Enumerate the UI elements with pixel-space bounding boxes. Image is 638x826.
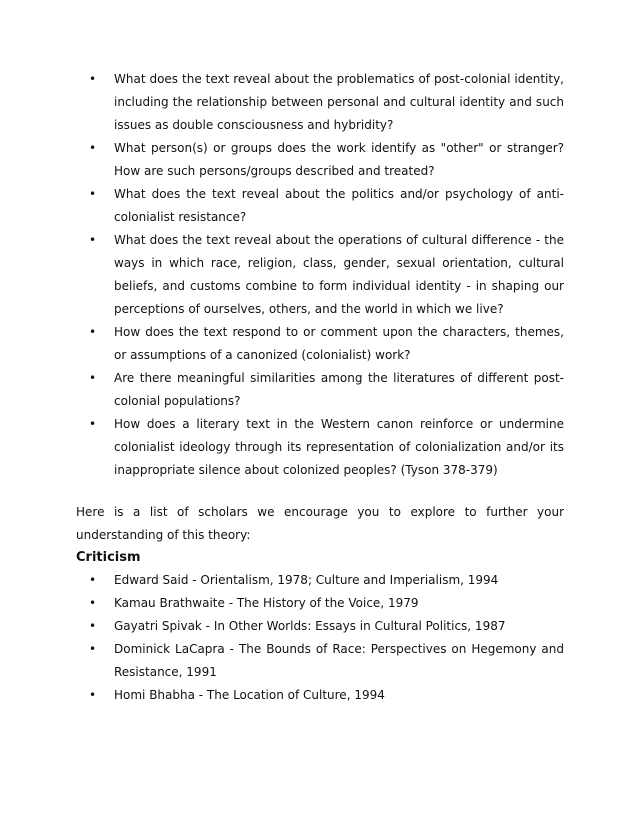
question-text: What does the text reveal about the politics and/or psychology of anti-colonialist resistance? [114,187,564,224]
criticism-heading: Criticism [76,550,141,565]
list-item [76,413,564,482]
scholars-intro-paragraph: Here is a list of scholars we encourage you to explore to further your understanding of this theory: [76,505,564,542]
list-item [76,569,564,592]
scholar-list [76,569,564,707]
scholar-entry: Edward Said - Orientalism, 1978; Culture and Imperialism, 1994 [114,573,499,587]
list-item [76,615,564,638]
question-text: How does a literary text in the Western canon reinforce or undermine colonialist ideology through its representation of colonialization and/or its inappropriate silence about colonized peoples? (Tyson 378-379) [114,417,564,477]
bullet-icon: • [89,417,97,431]
list-item [76,321,564,367]
question-text: What does the text reveal about the problematics of post-colonial identity, including the relationship between personal and cultural identity and such issues as double consciousness and hybridity? [114,72,564,132]
bullet-icon: • [89,233,97,247]
bullet-icon: • [89,688,97,702]
list-item [76,367,564,413]
bullet-icon: • [89,325,97,339]
scholar-entry: Homi Bhabha - The Location of Culture, 1994 [114,688,385,702]
question-list [76,68,564,482]
list-item [76,183,564,229]
bullet-icon: • [89,619,97,633]
scholar-entry: Kamau Brathwaite - The History of the Voice, 1979 [114,596,419,610]
list-item [76,638,564,684]
bullet-icon: • [89,141,97,155]
question-text: Are there meaningful similarities among the literatures of different post-colonial populations? [114,371,564,408]
list-item [76,592,564,615]
list-item [76,137,564,183]
bullet-icon: • [89,573,97,587]
bullet-icon: • [89,187,97,201]
scholar-entry: Dominick LaCapra - The Bounds of Race: Perspectives on Hegemony and Resistance, 1991 [114,642,564,679]
bullet-icon: • [89,642,97,656]
bullet-icon: • [89,371,97,385]
question-text: What person(s) or groups does the work identify as "other" or stranger? How are such persons/groups described and treated? [114,141,564,178]
list-item [76,68,564,137]
bullet-icon: • [89,72,97,86]
list-item [76,229,564,321]
scholar-entry: Gayatri Spivak - In Other Worlds: Essays in Cultural Politics, 1987 [114,619,506,633]
question-text: What does the text reveal about the operations of cultural difference - the ways in which race, religion, class, gender, sexual orientation, cultural beliefs, and customs combine to form individual identity - in shaping our perceptions of ourselves, others, and the world in which we live? [114,233,564,316]
bullet-icon: • [89,596,97,610]
question-text: How does the text respond to or comment upon the characters, themes, or assumptions of a canonized (colonialist) work? [114,325,564,362]
list-item [76,684,564,707]
